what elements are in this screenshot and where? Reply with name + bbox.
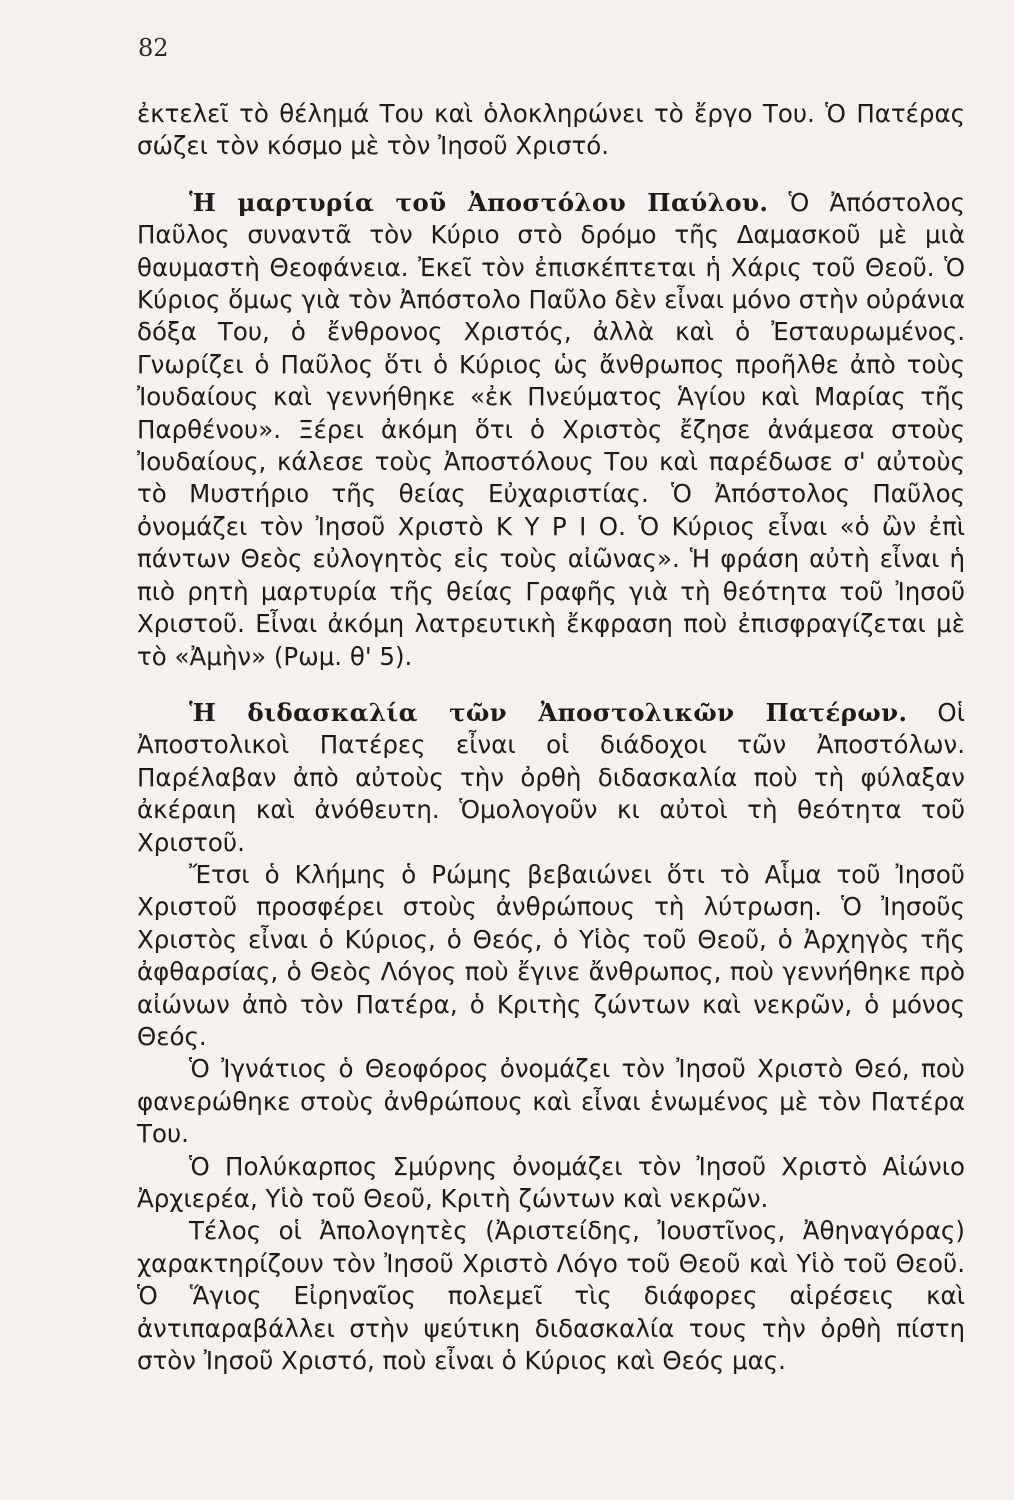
clement-paragraph: Ἔτσι ὁ Κλήμης ὁ Ρώμης βεβαιώνει ὅτι τὸ Αἷμα τοῦ Ἰησοῦ Χριστοῦ προσφέρει στοὺς ἀνθρώπους τὴ λύτρωση. Ὁ Ἰησοῦς Χριστὸς εἶναι ὁ Κύριος, ὁ Θεός, ὁ Υἱὸς τοῦ Θεοῦ, ὁ Ἀρχηγὸς τῆς ἀφθαρσίας, ὁ Θεὸς Λόγος ποὺ ἔγινε ἄνθρωπος, ποὺ γεννήθηκε πρὸ αἰώνων ἀπὸ τὸν Πατέρα, ὁ Κριτὴς ζώντων καὶ νεκρῶν, ὁ μόνος Θεός. (137, 859, 965, 1051)
section-heading-paul: Ἡ μαρτυρία τοῦ Ἀποστόλου Παύλου. (189, 187, 769, 217)
body-text (137, 98, 965, 1377)
ignatius-paragraph: Ὁ Ἰγνάτιος ὁ Θεοφόρος ὀνομάζει τὸν Ἰησοῦ Χριστὸ Θεό, ποὺ φανερώθηκε στοὺς ἀνθρώπους καὶ εἶναι ἑνωμένος μὲ τὸν Πατέρα Του. (137, 1054, 965, 1149)
apologists-paragraph: Τέλος οἱ Ἀπολογητὲς (Ἀριστείδης, Ἰουστῖνος, Ἀθηναγόρας) χαρακτηρίζουν τὸν Ἰησοῦ Χριστὸ Λόγο τοῦ Θεοῦ καὶ Υἱὸ τοῦ Θεοῦ. Ὁ Ἅγιος Εἰρηναῖος πολεμεῖ τὶς διάφορες αἱρέσεις καὶ ἀντιπαραβάλλει στὴν ψεύτικη διδασκαλία τους τὴν ὀρθὴ πίστη στὸν Ἰησοῦ Χριστό, ποὺ εἶναι ὁ Κύριος καὶ Θεός μας. (137, 1216, 965, 1376)
paragraph-text: Ὁ Ἀπόστολος Παῦλος συναντᾶ τὸν Κύριο στὸ δρόμο τῆς Δαμασκοῦ μὲ μιὰ θαυμαστὴ Θεοφάνεια. Ἐκεῖ τὸν ἐπισκέπτεται ἡ Χάρις τοῦ Θεοῦ. Ὁ Κύριος ὅμως γιὰ τὸν Ἀπόστολο Παῦλο δὲν εἶναι μόνο στὴν οὐράνια δόξα Του, ὁ ἔνθρονος Χριστός, ἀλλὰ καὶ ὁ Ἐσταυρωμένος. Γνωρίζει ὁ Παῦλος ὅτι ὁ Κύριος ὡς ἄνθρωπος προῆλθε ἀπὸ τοὺς Ἰουδαίους καὶ γεννήθηκε «ἐκ Πνεύματος Ἁγίου καὶ Μαρίας τῆς Παρθένου». Ξέρει ἀκόμη ὅτι ὁ Χριστὸς ἔζησε ἀνάμεσα στοὺς Ἰουδαίους, κάλεσε τοὺς Ἀποστόλους Του καὶ παρέδωσε σ' αὐτοὺς τὸ Μυστήριο τῆς θείας Εὐχαριστίας. Ὁ Ἀπόστολος Παῦλος ὀνομάζει τὸν Ἰησοῦ Χριστὸ Κ Υ Ρ Ι Ο. Ὁ Κύριος εἶναι «ὁ ὢν ἐπὶ πάντων Θεὸς εὐλογητὸς εἰς τοὺς αἰῶνας». Ἡ φράση αὐτὴ εἶναι ἡ πιὸ ρητὴ μαρτυρία τῆς θείας Γραφῆς γιὰ τὴ θεότητα τοῦ Ἰησοῦ Χριστοῦ. Εἶναι ἀκόμη λατρευτικὴ ἔκφραση ποὺ ἐπισφραγίζεται μὲ τὸ «Ἀμὴν» (Ρωμ. θ' 5). (137, 187, 965, 671)
page-number: 82 (138, 34, 169, 62)
paragraph-text: ἐκτελεῖ τὸ θέλημά Του καὶ ὁλοκληρώνει τὸ ἔργο Του. Ὁ Πατέρας σώζει τὸν κόσμο μὲ τὸν Ἰησοῦ Χριστό. (137, 99, 965, 161)
polycarp-paragraph: Ὁ Πολύκαρπος Σμύρνης ὀνομάζει τὸν Ἰησοῦ Χριστὸ Αἰώνιο Ἀρχιερέα, Υἱὸ τοῦ Θεοῦ, Κριτὴ ζώντων καὶ νεκρῶν. (137, 1151, 965, 1213)
apostolic-fathers-paragraph (137, 697, 965, 859)
paul-testimony-paragraph (137, 187, 965, 673)
continuation-paragraph (137, 98, 965, 163)
paragraph-text: Οἱ Ἀποστολικοὶ Πατέρες εἶναι οἱ διάδοχοι τῶν Ἀποστόλων. Παρέλαβαν ἀπὸ αὐτοὺς τὴν ὀρθὴ διδασκαλία ποὺ τὴ φύλαξαν ἀκέραιη καὶ ἀνόθευτη. Ὁμολογοῦν κι αὐτοὶ τὴ θεότητα τοῦ Χριστοῦ. (137, 697, 965, 857)
section-heading-apostolic-fathers: Ἡ διδασκαλία τῶν Ἀποστολικῶν Πατέρων. (189, 697, 908, 727)
